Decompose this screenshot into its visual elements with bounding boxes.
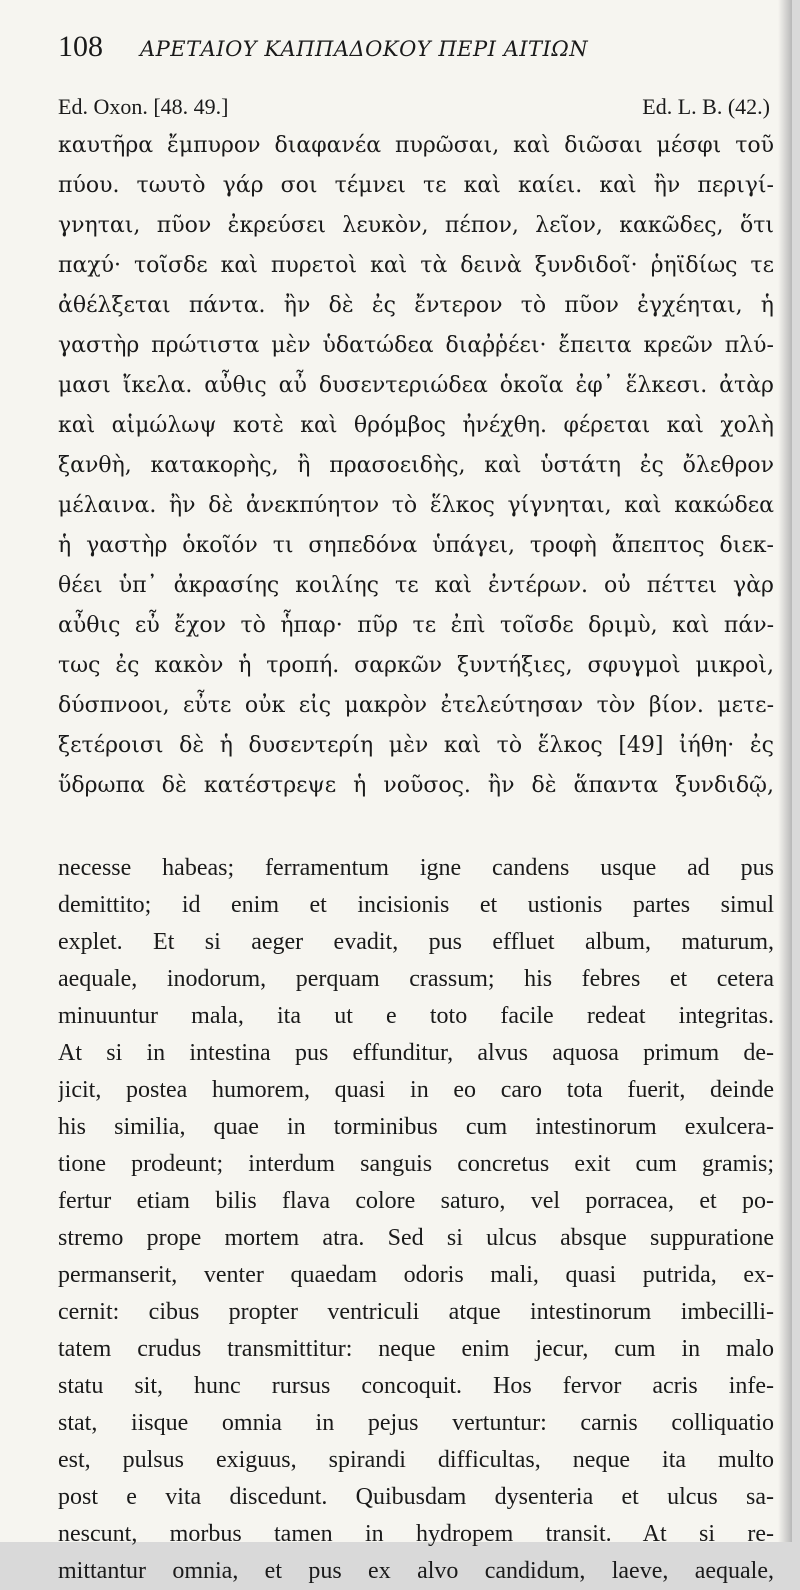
latin-line: tatem crudus transmittitur: neque enim jecur, cum in malo [58, 1336, 774, 1362]
latin-line: fertur etiam bilis flava colore saturo, vel porracea, et po- [58, 1188, 774, 1214]
latin-line: jicit, postea humorem, quasi in eo caro tota fuerit, deinde [58, 1077, 774, 1103]
greek-line: δύσπνοοι, εὖτε οὐκ εἰς μακρὸν ἐτελεύτησαν τὸν βίον. μετε- [58, 693, 774, 718]
greek-line: ὕδρωπα δὲ κατέστρεψε ἡ νοῦσος. ἢν δὲ ἅπαντα ξυνδιδῷ, [58, 773, 774, 798]
greek-line: καυτῆρα ἔμπυρον διαφανέα πυρῶσαι, καὶ διῶσαι μέσφι τοῦ [58, 133, 774, 158]
latin-line: mittantur omnia, et pus ex alvo candidum, laeve, aequale, [58, 1558, 774, 1584]
greek-line: ξετέροισι δὲ ἡ δυσεντερίη μὲν καὶ τὸ ἕλκος [49] ἰήθη· ἐς [58, 733, 774, 758]
greek-line: μέλαινα. ἢν δὲ ἀνεκπύητον τὸ ἕλκος γίγνηται, καὶ κακώδεα [58, 493, 774, 518]
latin-line: At si in intestina pus effunditur, alvus aquosa primum de- [58, 1040, 774, 1066]
greek-line: πύου. τωυτὸ γάρ σοι τέμνει τε καὶ καίει. καὶ ἢν περιγί- [58, 173, 774, 198]
latin-text-block [58, 850, 784, 1590]
edition-left: Ed. Oxon. [48. 49.] [58, 94, 229, 119]
greek-line: καὶ αἱμώλωψ κοτὲ καὶ θρόμβος ἠνέχθη. φέρεται καὶ χολὴ [58, 413, 774, 438]
edition-right: Ed. L. B. (42.) [642, 94, 770, 119]
latin-line: statu sit, hunc rursus concoquit. Hos fervor acris infe- [58, 1373, 774, 1399]
latin-line: stremo prope mortem atra. Sed si ulcus absque suppuratione [58, 1225, 774, 1251]
latin-line: cernit: cibus propter ventriculi atque intestinorum imbecilli- [58, 1299, 774, 1325]
edition-reference-line [58, 94, 784, 124]
running-head [58, 30, 784, 80]
latin-line: nescunt, morbus tamen in hydropem transit. At si re- [58, 1521, 774, 1547]
greek-line: ξανθὴ, κατακορὴς, ἢ πρασοειδὴς, καὶ ὑστάτη ἐς ὄλεθρον [58, 453, 774, 478]
greek-line: γαστὴρ πρώτιστα μὲν ὑδατώδεα διαῤῥέει· ἔπειτα κρεῶν πλύ- [58, 333, 774, 358]
greek-line: αὖθις εὖ ἔχον τὸ ἧπαρ· πῦρ τε ἐπὶ τοῖσδε δριμὺ, καὶ πάν- [58, 613, 774, 638]
greek-text-block [58, 126, 784, 806]
latin-line: minuuntur mala, ita ut e toto facile redeat integritas. [58, 1003, 774, 1029]
running-title: ΑΡΕΤΑΙΟΥ ΚΑΠΠΑΔΟΚΟΥ ΠΕΡΙ ΑΙΤΙΩΝ [140, 37, 589, 61]
latin-line: stat, iisque omnia in pejus vertuntur: carnis colliquatio [58, 1410, 774, 1436]
greek-line: ἡ γαστὴρ ὁκοῖόν τι σηπεδόνα ὑπάγει, τροφὴ ἄπεπτος διεκ- [58, 533, 774, 558]
latin-line: demittito; id enim et incisionis et ustionis partes simul [58, 892, 774, 918]
greek-line: ἀθέλξεται πάντα. ἢν δὲ ἐς ἔντερον τὸ πῦον ἐγχέηται, ἡ [58, 293, 774, 318]
latin-line: permanserit, venter quaedam odoris mali, quasi putrida, ex- [58, 1262, 774, 1288]
page-number: 108 [58, 30, 103, 63]
latin-line: tione prodeunt; interdum sanguis concretus exit cum gramis; [58, 1151, 774, 1177]
greek-line: παχύ· τοῖσδε καὶ πυρετοὶ καὶ τὰ δεινὰ ξυνδιδοῖ· ῥηϊδίως τε [58, 253, 774, 278]
latin-line: explet. Et si aeger evadit, pus effluet album, maturum, [58, 929, 774, 955]
latin-line: aequale, inodorum, perquam crassum; his febres et cetera [58, 966, 774, 992]
latin-line: necesse habeas; ferramentum igne candens usque ad pus [58, 855, 774, 881]
greek-line: γνηται, πῦον ἐκρεύσει λευκὸν, πέπον, λεῖον, κακῶδες, ὅτι [58, 213, 774, 238]
greek-line: τως ἐς κακὸν ἡ τροπή. σαρκῶν ξυντήξιες, σφυγμοὶ μικροὶ, [58, 653, 774, 678]
latin-line: post e vita discedunt. Quibusdam dysenteria et ulcus sa- [58, 1484, 774, 1510]
greek-line: θέει ὑπ᾽ ἀκρασίης κοιλίης τε καὶ ἐντέρων. οὐ πέττει γὰρ [58, 573, 774, 598]
page-gutter [778, 0, 792, 1542]
greek-line: μασι ἴκελα. αὖθις αὖ δυσεντεριώδεα ὁκοῖα ἐφ᾽ ἕλκεσι. ἀτὰρ [58, 373, 774, 398]
latin-line: his similia, quae in torminibus cum intestinorum exulcera- [58, 1114, 774, 1140]
latin-line: est, pulsus exiguus, spirandi difficultas, neque ita multo [58, 1447, 774, 1473]
